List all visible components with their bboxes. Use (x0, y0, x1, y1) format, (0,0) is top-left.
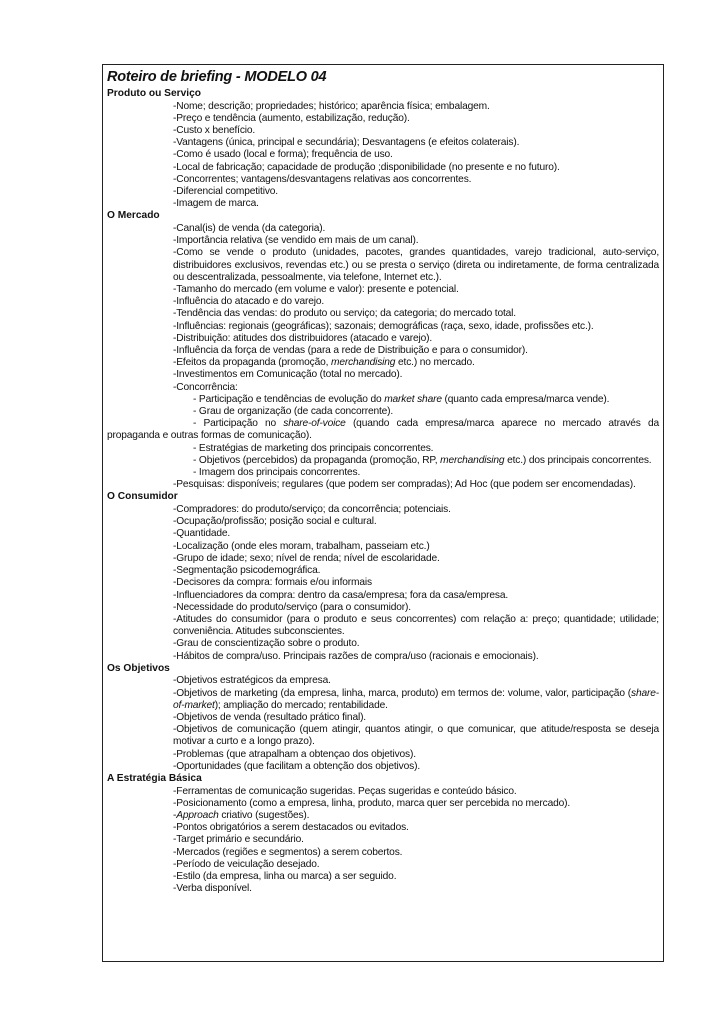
list-item: -Objetivos estratégicos da empresa. (173, 675, 331, 687)
list-item: -Diferencial competitivo. (173, 186, 278, 198)
list-item: -Hábitos de compra/uso. Principais razões de compra/uso (racionais e emocionais). (173, 650, 539, 662)
briefing-document (107, 68, 659, 895)
section-heading: Produto ou Serviço (107, 88, 201, 99)
list-item: -Importância relativa (se vendido em mais de um canal). (173, 235, 419, 247)
list-item: -Mercados (regiões e segmentos) a serem cobertos. (173, 846, 403, 858)
list-item: -Como é usado (local e forma); frequência de uso. (173, 149, 393, 161)
list-item: -Como se vende o produto (unidades, pacotes, grandes quantidades, varejo tradicional, auto-serviço, distribuidores exclusivos, revendas etc.) ou se presta o serviço (direta ou indiretamente, de forma centralizada ou descentralizada, pessoalmente, via telefone, Internet etc.). (173, 247, 659, 283)
list-item: -Período de veiculação desejado. (173, 858, 320, 870)
section-heading: Os Objetivos (107, 662, 170, 674)
list-item: -Preço e tendência (aumento, estabilização, redução). (173, 112, 410, 124)
list-item: -Influência da força de vendas (para a rede de Distribuição e para o consumidor). (173, 345, 528, 357)
list-item: -Efeitos da propaganda (promoção, merchandising etc.) no mercado. (173, 357, 475, 369)
list-item: -Nome; descrição; propriedades; histórico; aparência física; embalagem. (173, 100, 490, 112)
list-item: -Local de fabricação; capacidade de produção ;disponibilidade (no presente e no futuro). (173, 161, 560, 173)
competition-subitem: - Grau de organização (de cada concorrente). (193, 406, 394, 418)
section-objetivos (107, 663, 659, 773)
list-item: -Ocupação/profissão; posição social e cultural. (173, 516, 377, 528)
section-produto (107, 88, 659, 210)
list-item: -Decisores da compra: formais e/ou informais (173, 577, 372, 589)
item-list (173, 504, 659, 663)
list-item: -Atitudes do consumidor (para o produto e seus concorrentes) com relação a: preço; quantidade; utilidade; conveniência. Atitudes subconscientes. (173, 613, 659, 638)
document-title: Roteiro de briefing - MODELO 04 (107, 69, 327, 85)
list-item: -Pesquisas: disponíveis; regulares (que podem ser compradas); Ad Hoc (que podem ser encomendadas). (173, 479, 636, 491)
list-item: -Vantagens (única, principal e secundária); Desvantagens (e efeitos colaterais). (173, 137, 520, 149)
competition-subitem (107, 455, 659, 467)
section-heading: A Estratégia Básica (107, 772, 202, 784)
list-item: -Custo x benefício. (173, 125, 256, 136)
list-item: -Posicionamento (como a empresa, linha, produto, marca quer ser percebida no mercado). (173, 797, 571, 809)
list-item: -Imagem de marca. (173, 198, 259, 210)
list-item: -Quantidade. (173, 528, 231, 540)
list-item: -Estilo (da empresa, linha ou marca) a ser seguido. (173, 870, 397, 882)
list-item: -Verba disponível. (173, 883, 252, 895)
list-item: -Investimentos em Comunicação (total no mercado). (173, 369, 403, 381)
list-item: -Pontos obrigatórios a serem destacados ou evitados. (173, 822, 409, 834)
list-item: -Influência do atacado e do varejo. (173, 296, 325, 308)
list-item: -Canal(is) de venda (da categoria). (173, 223, 326, 235)
list-item: -Tendência das vendas: do produto ou serviço; da categoria; do mercado total. (173, 308, 516, 320)
list-item: -Localização (onde eles moram, trabalham, passeiam etc.) (173, 540, 430, 552)
item-list (173, 675, 659, 773)
list-item: -Necessidade do produto/serviço (para o consumidor). (173, 601, 411, 613)
list-item: -Concorrência: (173, 381, 238, 393)
list-item: -Approach criativo (sugestões). (173, 809, 310, 821)
list-item: -Segmentação psicodemográfica. (173, 565, 321, 577)
item-list (173, 786, 659, 896)
competition-subitem: - Participação e tendências de evolução do market share (quanto cada empresa/marca vende). (193, 393, 610, 405)
list-item: -Oportunidades (que facilitam a obtenção dos objetivos). (173, 760, 420, 772)
section-heading: O Mercado (107, 210, 160, 222)
list-item: -Problemas (que atrapalham a obtençao dos objetivos). (173, 748, 416, 760)
list-item: -Distribuição: atitudes dos distribuidores (atacado e varejo). (173, 332, 433, 344)
share-of-voice-text: - Participação no share-of-voice (quando cada empresa/marca aparece no mercado através da propaganda e outras formas de comunicação). (107, 418, 659, 442)
item-list (173, 101, 659, 211)
list-item: -Concorrentes; vantagens/desvantagens relativas aos concorrentes. (173, 173, 472, 185)
item-list (107, 223, 659, 491)
section-consumidor (107, 491, 659, 662)
competition-subitem (107, 418, 659, 442)
list-item: -Grau de conscientização sobre o produto. (173, 638, 360, 650)
competition-subitem: - Imagem dos principais concorrentes. (193, 467, 361, 479)
list-item: -Compradores: do produto/serviço; da concorrência; potenciais. (173, 504, 451, 516)
list-item: -Target primário e secundário. (173, 834, 304, 846)
list-item: -Ferramentas de comunicação sugeridas. Peças sugeridas e conteúdo básico. (173, 785, 517, 797)
list-item: -Tamanho do mercado (em volume e valor): presente e potencial. (173, 284, 459, 296)
list-item: -Objetivos de marketing (da empresa, linha, marca, produto) em termos de: volume, valor, participação (share-of-market); ampliação do mercado; rentabilidade. (173, 687, 659, 711)
perceived-objectives-text: - Objetivos (percebidos) da propaganda (promoção, RP, merchandising etc.) dos principais concorrentes. (193, 454, 652, 466)
list-item: -Influenciadores da compra: dentro da casa/empresa; fora da casa/empresa. (173, 589, 509, 601)
competition-subitem: - Estratégias de marketing dos principais concorrentes. (193, 442, 434, 454)
list-item: -Grupo de idade; sexo; nível de renda; nível de escolaridade. (173, 552, 440, 564)
section-estrategia (107, 773, 659, 895)
list-item: -Objetivos de comunicação (quem atingir, quantos atingir, o que comunicar, que atitude/resposta se deseja motivar a curto e a longo prazo). (173, 724, 659, 748)
list-item: -Influências: regionais (geográficas); sazonais; demográficas (raça, sexo, idade, profissões etc.). (173, 320, 594, 332)
section-mercado (107, 210, 659, 491)
section-heading: O Consumidor (107, 491, 178, 503)
list-item: -Objetivos de venda (resultado prático final). (173, 711, 366, 723)
